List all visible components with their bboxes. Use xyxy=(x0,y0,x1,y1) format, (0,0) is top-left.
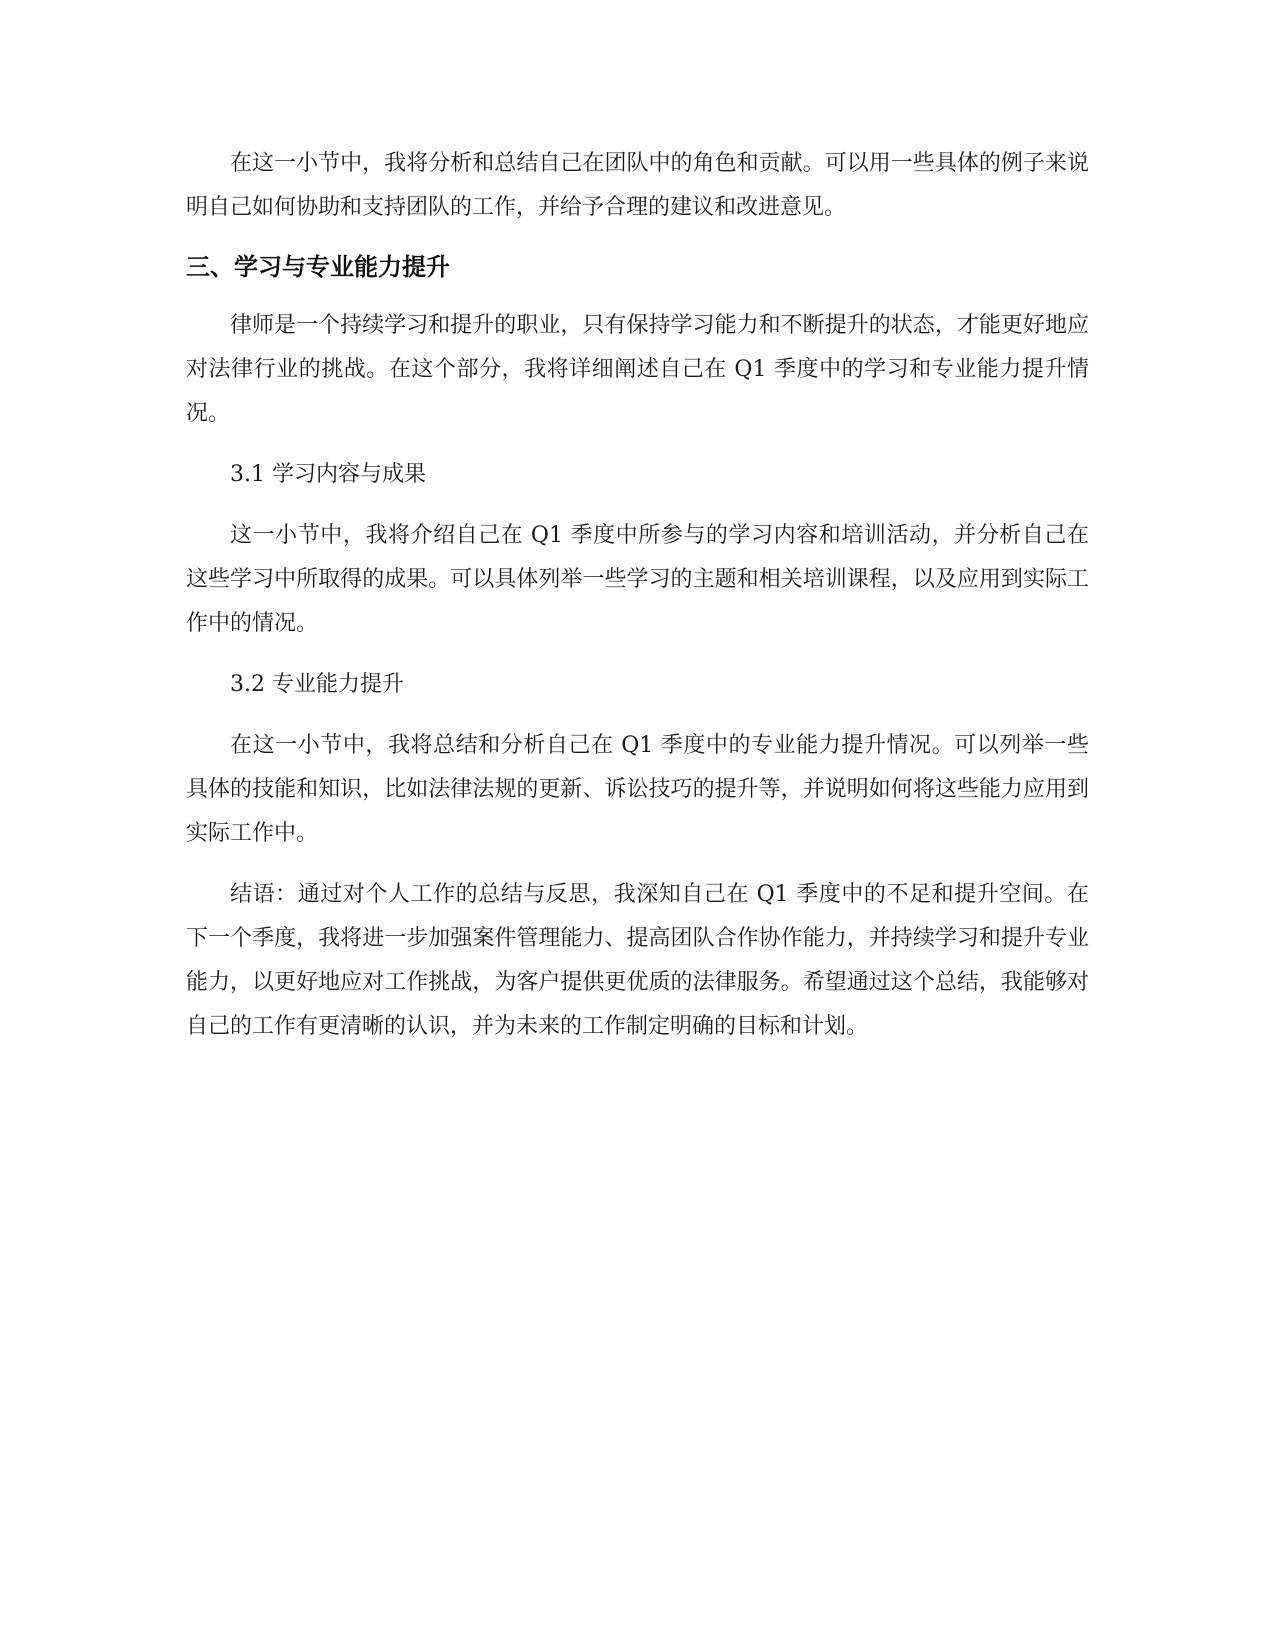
subheading-professional-skills: 3.2 专业能力提升 xyxy=(230,672,404,697)
document-body xyxy=(186,142,1089,1066)
paragraph-team-role: 在这一小节中，我将分析和总结自己在团队中的角色和贡献。可以用一些具体的例子来说明自己如何协助和支持团队的工作，并给予合理的建议和改进意见。 xyxy=(186,151,1089,220)
paragraph-professional-skills: 在这一小节中，我将总结和分析自己在 Q1 季度中的专业能力提升情况。可以列举一些具体的技能和知识，比如法律法规的更新、诉讼技巧的提升等，并说明如何将这些能力应用到实际工作中。 xyxy=(186,733,1089,846)
paragraph-section-intro: 律师是一个持续学习和提升的职业，只有保持学习能力和不断提升的状态，才能更好地应对法律行业的挑战。在这个部分，我将详细阐述自己在 Q1 季度中的学习和专业能力提升情况。 xyxy=(186,313,1089,426)
subheading-learning-content: 3.1 学习内容与成果 xyxy=(230,462,426,487)
paragraph-conclusion: 结语：通过对个人工作的总结与反思，我深知自己在 Q1 季度中的不足和提升空间。在下一个季度，我将进一步加强案件管理能力、提高团队合作协作能力，并持续学习和提升专业能力，以更好地应对工作挑战，为客户提供更优质的法律服务。希望通过这个总结，我能够对自己的工作有更清晰的认识，并为未来的工作制定明确的目标和计划。 xyxy=(186,882,1089,1039)
paragraph-learning-content: 这一小节中，我将介绍自己在 Q1 季度中所参与的学习内容和培训活动，并分析自己在这些学习中所取得的成果。可以具体列举一些学习的主题和相关培训课程，以及应用到实际工作中的情况。 xyxy=(186,523,1089,636)
section-heading-learning: 三、学习与专业能力提升 xyxy=(186,253,450,281)
